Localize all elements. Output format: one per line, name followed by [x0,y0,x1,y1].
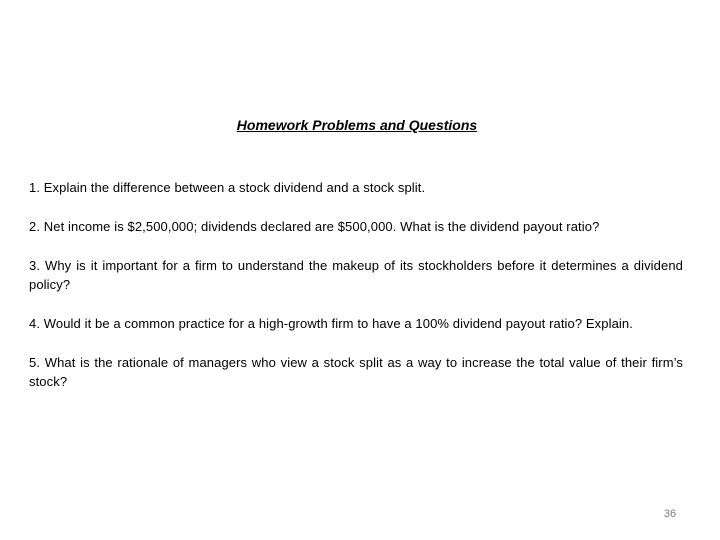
question-item: 5. What is the rationale of managers who view a stock split as a way to increase the total value of their firm’s stock? [29,355,683,389]
slide-title: Homework Problems and Questions [236,117,478,133]
question-list [29,178,683,411]
question-item: 4. Would it be a common practice for a high-growth firm to have a 100% dividend payout ratio? Explain. [29,316,633,331]
question-item: 3. Why is it important for a firm to understand the makeup of its stockholders before it determines a dividend policy? [29,258,683,292]
question-item: 2. Net income is $2,500,000; dividends declared are $500,000. What is the dividend payout ratio? [29,219,600,234]
page-number: 36 [663,508,677,520]
question-item: 1. Explain the difference between a stock dividend and a stock split. [29,180,426,195]
